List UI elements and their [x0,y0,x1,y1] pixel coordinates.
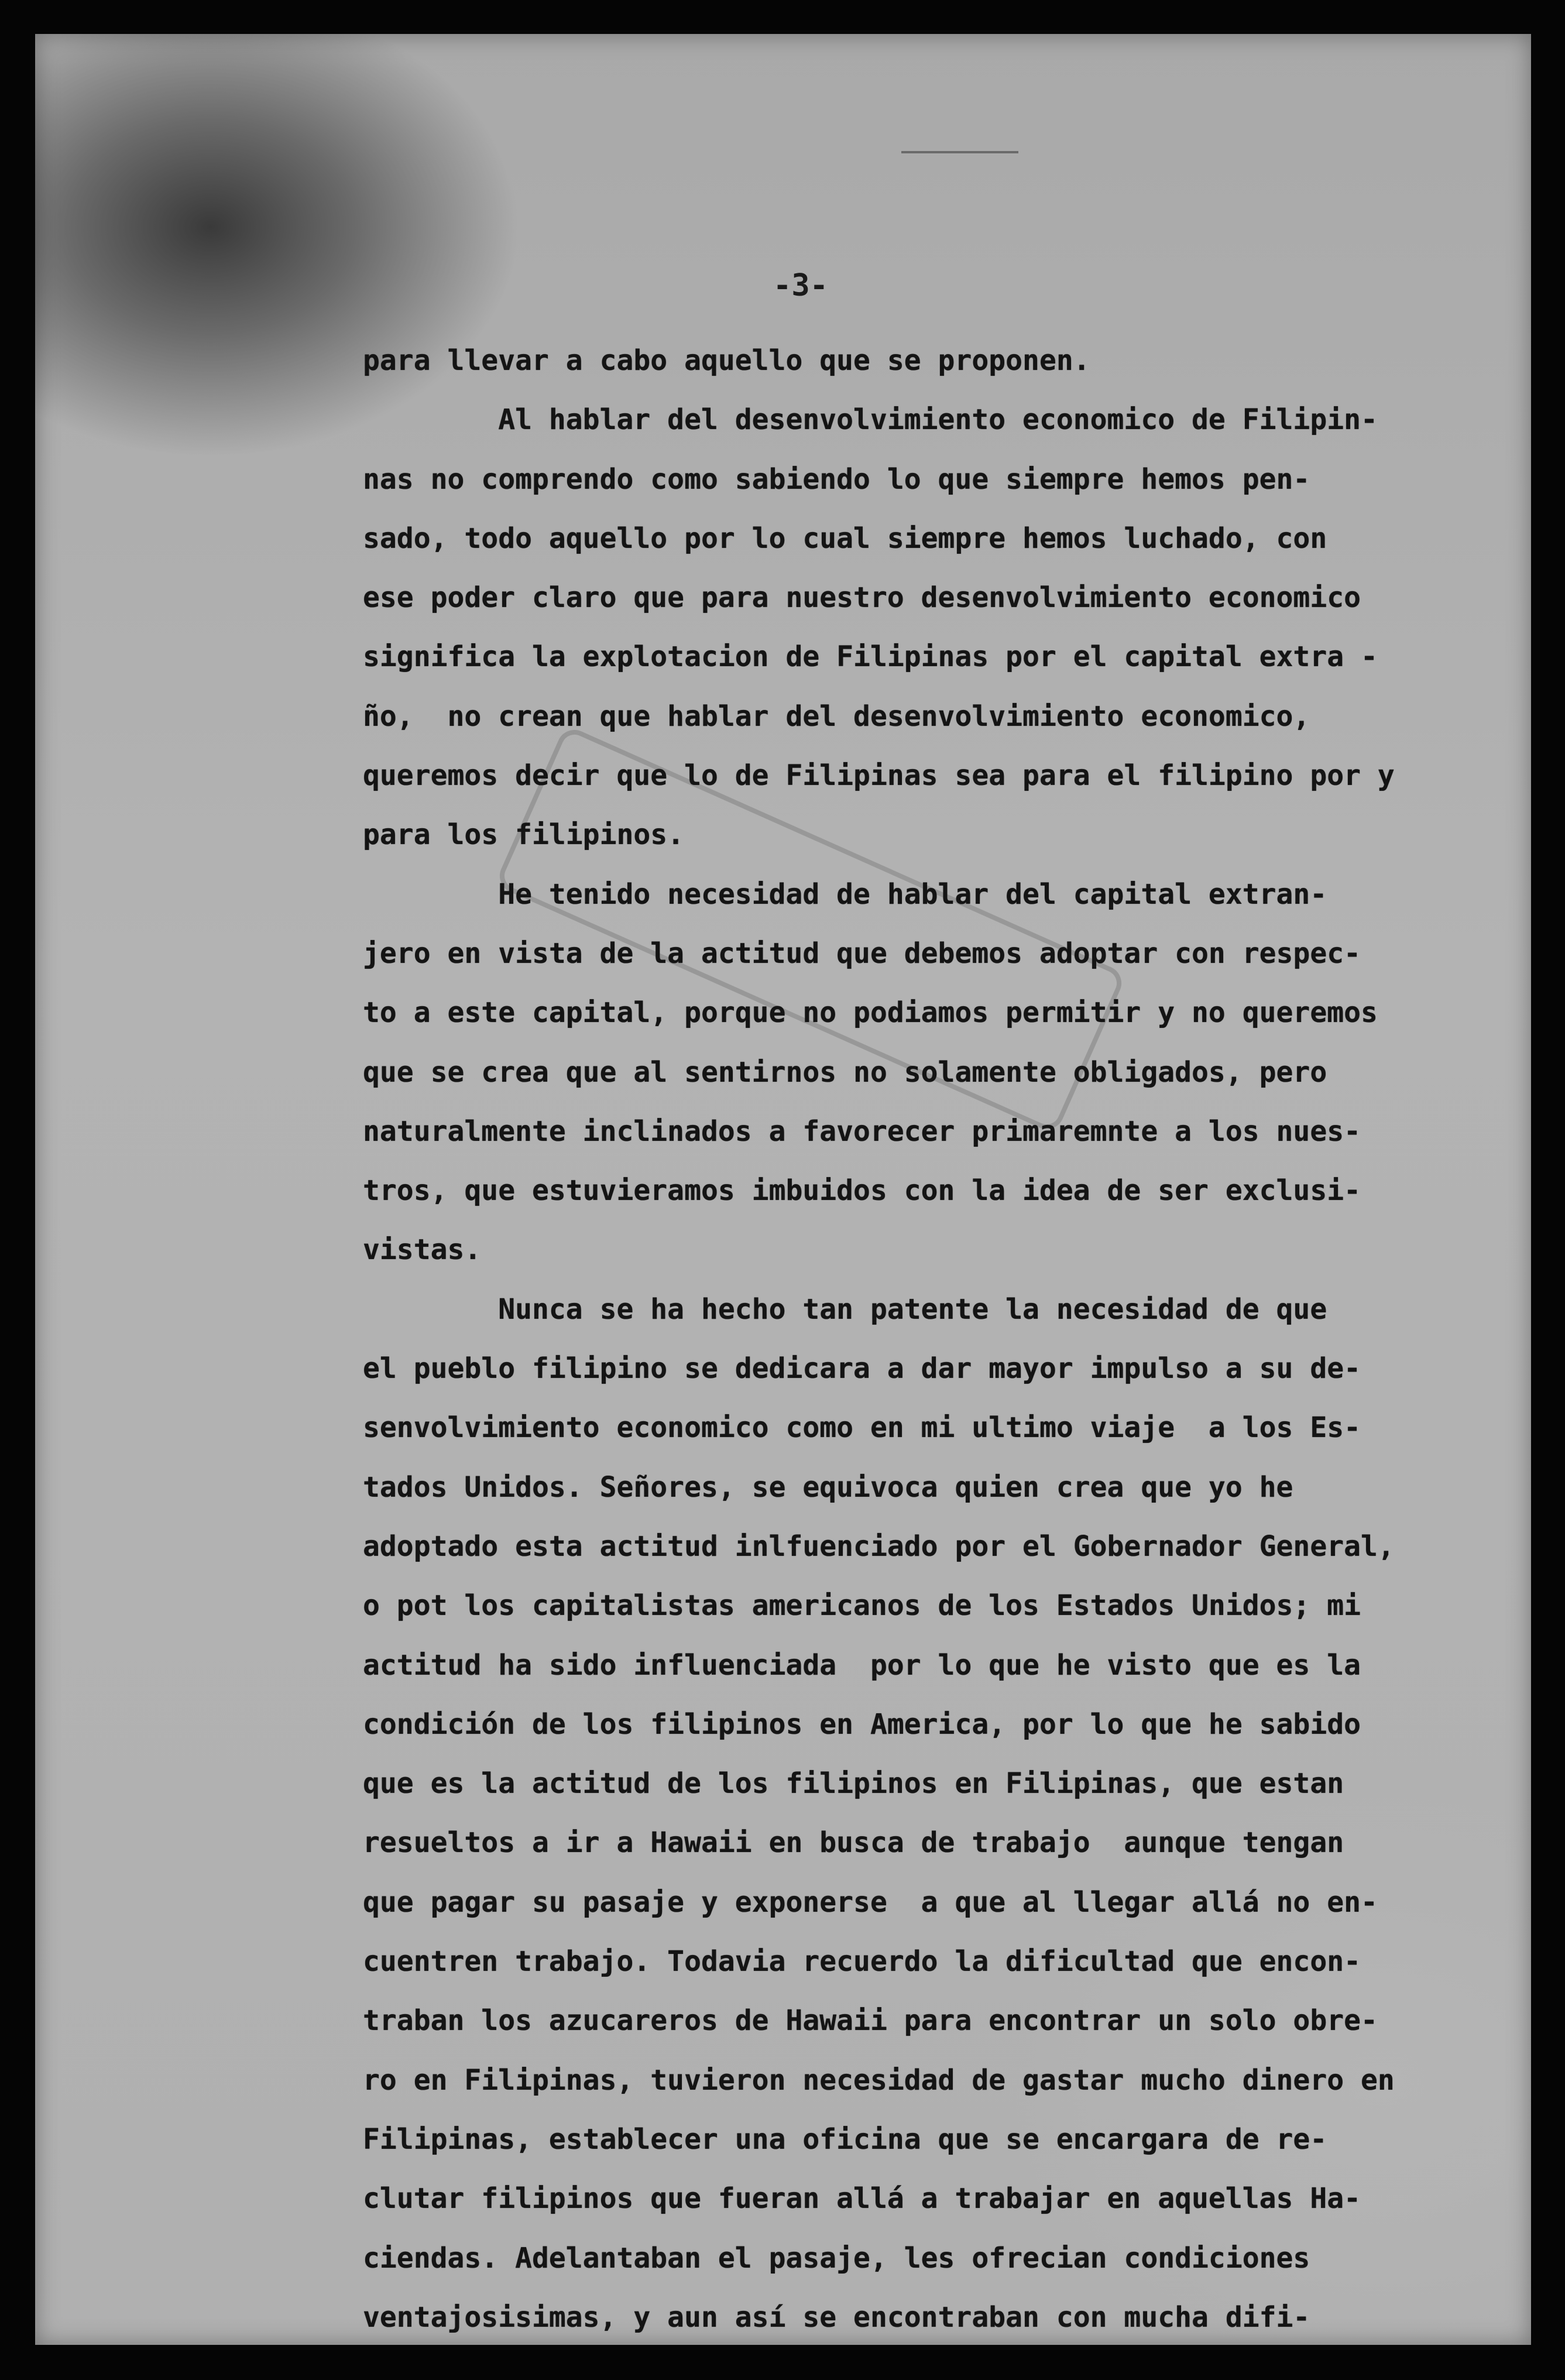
text-line: para llevar a cabo aquello que se proponen. [363,344,1090,377]
text-line: ventajosisimas, y aun así se encontraban con mucha difi- [363,2300,1310,2334]
text-line: to a este capital, porque no podiamos permitir y no queremos [363,996,1378,1030]
text-line: que se crea que al sentirnos no solamente obligados, pero [363,1055,1327,1089]
top-rule-mark [901,151,1018,153]
text-line: ciendas. Adelantaban el pasaje, les ofrecian condiciones [363,2241,1310,2275]
text-line: condición de los filipinos en America, por lo que he sabido [363,1707,1361,1741]
text-line: para los filipinos. [363,818,685,852]
text-line: senvolvimiento economico como en mi ultimo viaje a los Es- [363,1411,1361,1445]
text-line: traban los azucareros de Hawaii para encontrar un solo obre- [363,2004,1378,2038]
text-line: jero en vista de la actitud que debemos adoptar con respec- [363,937,1361,970]
page-number: -3- [773,268,828,303]
text-line: cuentren trabajo. Todavia recuerdo la dificultad que encon- [363,1945,1361,1978]
text-line: actitud ha sido influenciada por lo que he visto que es la [363,1648,1361,1682]
text-line: queremos decir que lo de Filipinas sea para el filipino por y [363,759,1395,793]
text-line: significa la explotacion de Filipinas por el capital extra - [363,640,1378,674]
text-line: Filipinas, establecer una oficina que se encargara de re- [363,2122,1327,2156]
text-line: clutar filipinos que fueran allá a trabajar en aquellas Ha- [363,2182,1361,2216]
text-line: el pueblo filipino se dedicara a dar mayor impulso a su de- [363,1352,1361,1386]
text-line: que pagar su pasaje y exponerse a que al llegar allá no en- [363,1885,1378,1919]
text-line: Nunca se ha hecho tan patente la necesidad de que [363,1292,1327,1326]
text-line: He tenido necesidad de hablar del capital extran- [363,877,1327,911]
text-line: tros, que estuvieramos imbuidos con la idea de ser exclusi- [363,1174,1361,1208]
text-line: adoptado esta actitud inlfuenciado por el Gobernador General, [363,1529,1395,1563]
body-text [363,331,1487,2345]
text-line: naturalmente inclinados a favorecer primaremnte a los nues- [363,1114,1361,1148]
text-line: que es la actitud de los filipinos en Filipinas, que estan [363,1767,1344,1801]
text-line: ese poder claro que para nuestro desenvolvimiento economico [363,581,1361,615]
text-line: ro en Filipinas, tuvieron necesidad de gastar mucho dinero en [363,2063,1395,2097]
text-line: nas no comprendo como sabiendo lo que siempre hemos pen- [363,462,1310,496]
text-line: Al hablar del desenvolvimiento economico de Filipin- [363,403,1378,437]
text-line: vistas. [363,1233,482,1267]
text-line: tados Unidos. Señores, se equivoca quien crea que yo he [363,1470,1293,1504]
document-page [35,34,1531,2345]
text-line: resueltos a ir a Hawaii en busca de trabajo aunque tengan [363,1826,1344,1860]
text-line: o pot los capitalistas americanos de los Estados Unidos; mi [363,1589,1361,1623]
text-line: sado, todo aquello por lo cual siempre hemos luchado, con [363,522,1327,555]
text-line: ño, no crean que hablar del desenvolvimiento economico, [363,699,1310,733]
